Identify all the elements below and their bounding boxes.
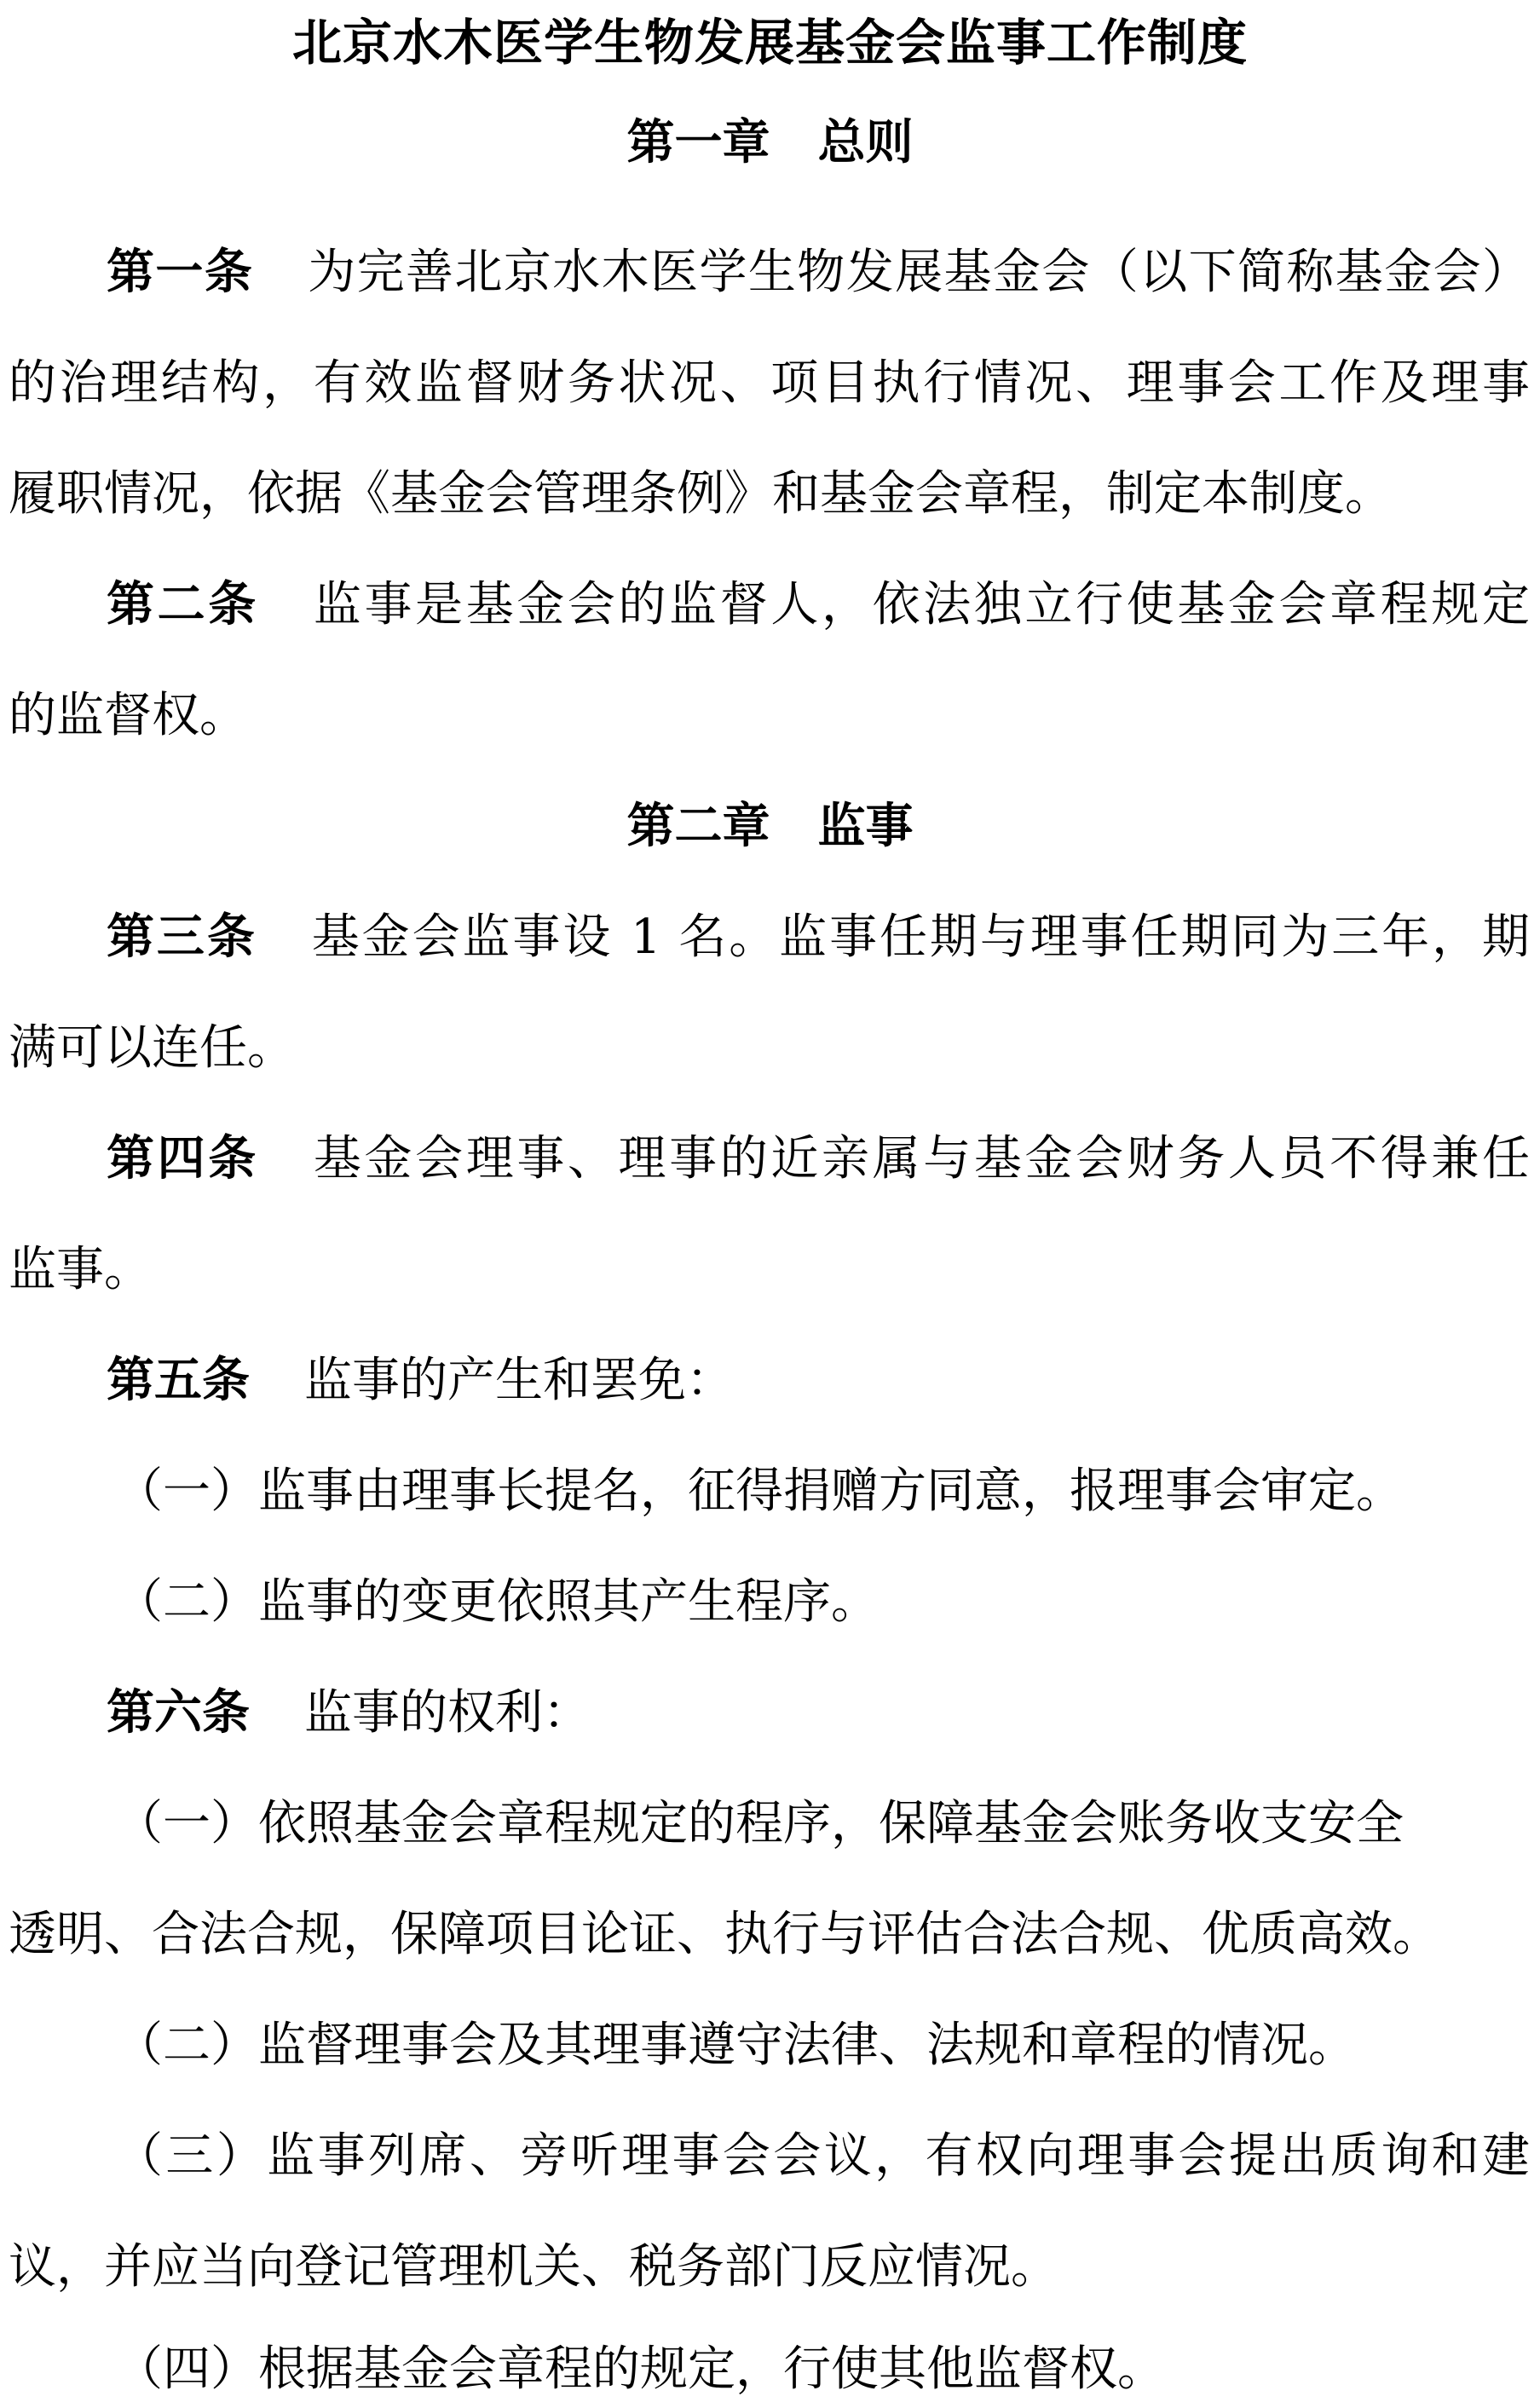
article-2-line-1	[107, 571, 1530, 639]
article-2-line-2: 的监督权。	[9, 688, 247, 743]
article-6-item-2: （二）监督理事会及其理事遵守法律、法规和章程的情况。	[115, 2018, 1356, 2073]
article-1-text-1: 为完善北京水木医学生物发展基金会（以下简称基金会）	[308, 245, 1531, 300]
article-1-line-2: 的治理结构，有效监督财务状况、项目执行情况、理事会工作及理事	[9, 355, 1530, 411]
article-3-line-2: 满可以连任。	[9, 1020, 295, 1076]
article-2-label: 第二条	[107, 577, 259, 632]
article-6-label: 第六条	[107, 1685, 250, 1741]
article-6-item-4: （四）根据基金会章程的规定，行使其他监督权。	[115, 2342, 1165, 2397]
article-3-label: 第三条	[107, 909, 257, 965]
article-5-label: 第五条	[107, 1353, 250, 1408]
chapter-heading-2: 第二章 监事	[626, 799, 914, 854]
article-4-label: 第四条	[107, 1131, 259, 1187]
article-1-line-1	[107, 239, 1530, 307]
article-1-line-3: 履职情况，依据《基金会管理条例》和基金会章程，制定本制度。	[9, 466, 1393, 522]
article-6-line-1	[107, 1679, 1530, 1747]
article-5-text-1: 监事的产生和罢免：	[304, 1353, 734, 1408]
article-5-item-2: （二）监事的变更依照其产生程序。	[115, 1574, 879, 1630]
article-4-line-1	[107, 1125, 1530, 1193]
article-6-item-3-line-2: 议，并应当向登记管理机关、税务部门反应情况。	[9, 2239, 1058, 2295]
article-6-item-1-line-1: （一）依照基金会章程规定的程序，保障基金会账务收支安全	[115, 1796, 1404, 1851]
article-2-text-1: 监事是基金会的监督人，依法独立行使基金会章程规定	[313, 577, 1531, 632]
article-3-text-1: 基金会监事设 1 名。监事任期与理事任期同为三年，期	[311, 909, 1531, 965]
article-6-text-1: 监事的权利：	[304, 1685, 591, 1741]
article-5-line-1	[107, 1347, 1530, 1415]
article-6-item-3-line-1: （三）监事列席、旁听理事会会议，有权向理事会提出质询和建	[115, 2128, 1530, 2184]
article-1-label: 第一条	[107, 245, 254, 300]
article-3-line-1	[107, 904, 1530, 972]
chapter-heading-1: 第一章 总则	[626, 115, 914, 170]
document-title: 北京水木医学生物发展基金会监事工作制度	[291, 14, 1248, 72]
article-5-item-1: （一）监事由理事长提名，征得捐赠方同意，报理事会审定。	[115, 1464, 1404, 1519]
article-4-line-2: 监事。	[9, 1242, 152, 1297]
article-6-item-1-line-2: 透明、合法合规，保障项目论证、执行与评估合法合规、优质高效。	[9, 1907, 1440, 1962]
article-4-text-1: 基金会理事、理事的近亲属与基金会财务人员不得兼任	[313, 1131, 1531, 1187]
